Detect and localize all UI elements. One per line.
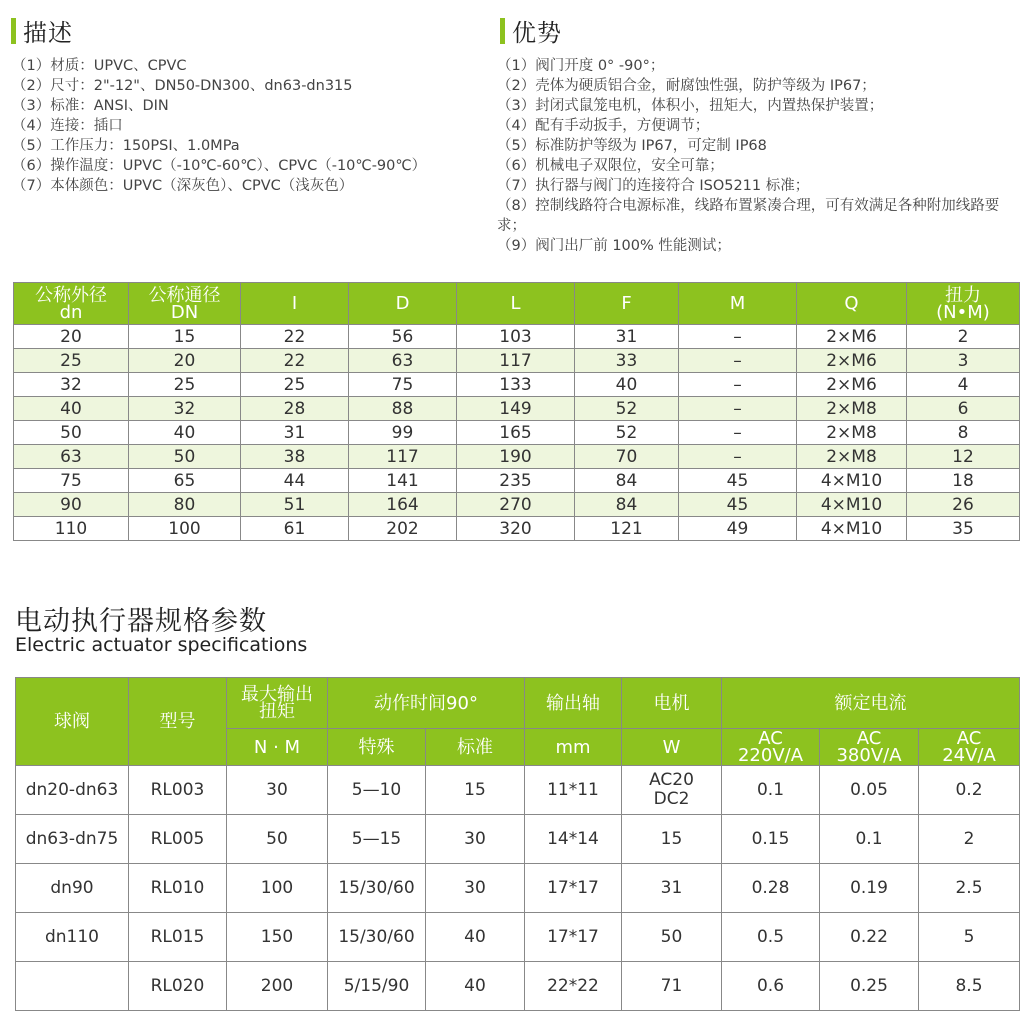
table-cell: –	[679, 373, 797, 397]
table-cell: 164	[349, 493, 457, 517]
table-row	[16, 815, 1020, 864]
table-cell-torque: 150	[227, 913, 328, 962]
table-cell: 80	[129, 493, 241, 517]
table-row	[16, 913, 1020, 962]
table-cell-ac380: 0.19	[820, 864, 919, 913]
table-cell: 99	[349, 421, 457, 445]
table-cell: 117	[349, 445, 457, 469]
description-item: （6）操作温度：UPVC（-10℃-60℃）、CPVC（-10℃-90℃）	[12, 158, 427, 174]
table-cell-ac24: 5	[919, 913, 1020, 962]
table-row	[16, 962, 1020, 1011]
col-motor: 电机	[622, 678, 722, 729]
table-cell: 32	[129, 397, 241, 421]
table-cell: 84	[575, 493, 679, 517]
table-row	[14, 397, 1020, 421]
table-cell: 117	[457, 349, 575, 373]
table-cell: 90	[14, 493, 129, 517]
table-row	[16, 766, 1020, 815]
table-cell-ac220: 0.6	[722, 962, 820, 1011]
table-cell: 63	[14, 445, 129, 469]
advantage-item: （1）阀门开度 0° -90°；	[497, 58, 665, 74]
table-cell: –	[679, 349, 797, 373]
description-item: （4）连接：插口	[12, 118, 123, 134]
table-cell: 35	[907, 517, 1020, 541]
table-cell: 25	[129, 373, 241, 397]
table-cell: –	[679, 397, 797, 421]
table-cell-ac380: 0.25	[820, 962, 919, 1011]
table-cell-special: 5/15/90	[328, 962, 426, 1011]
table-cell-special: 5—15	[328, 815, 426, 864]
table-row	[14, 493, 1020, 517]
table-row	[14, 517, 1020, 541]
description-item: （5）工作压力：150PSI、1.0MPa	[12, 138, 240, 154]
table-cell: 4×M10	[797, 517, 907, 541]
table-cell: 8	[907, 421, 1020, 445]
table-cell-valve	[16, 962, 129, 1011]
table-cell: 50	[14, 421, 129, 445]
table-cell-model: RL015	[129, 913, 227, 962]
table-cell-ac24: 8.5	[919, 962, 1020, 1011]
table-cell: 4×M10	[797, 493, 907, 517]
table-row	[14, 445, 1020, 469]
advantages-title: 优势	[512, 19, 562, 47]
table-cell: 121	[575, 517, 679, 541]
table-cell: 33	[575, 349, 679, 373]
table-cell: 45	[679, 493, 797, 517]
table-cell: 15	[129, 325, 241, 349]
table-cell: 20	[14, 325, 129, 349]
table-cell-torque: 200	[227, 962, 328, 1011]
table-cell-shaft: 22*22	[525, 962, 622, 1011]
table-cell-shaft: 14*14	[525, 815, 622, 864]
dimensions-header-cell: 公称通径 DN	[129, 283, 241, 325]
table-cell-valve: dn20-dn63	[16, 766, 129, 815]
table-cell: 20	[129, 349, 241, 373]
table-cell: 12	[907, 445, 1020, 469]
advantage-item: （9）阀门出厂前 100% 性能测试；	[497, 238, 731, 254]
table-cell: 28	[241, 397, 349, 421]
table-cell-ac24: 2.5	[919, 864, 1020, 913]
actuator-header-row	[16, 678, 1020, 729]
table-cell: 32	[14, 373, 129, 397]
advantage-item: （6）机械电子双限位，安全可靠；	[497, 158, 724, 174]
table-cell-standard: 40	[426, 962, 525, 1011]
table-cell: 31	[241, 421, 349, 445]
table-cell-standard: 40	[426, 913, 525, 962]
table-row	[14, 421, 1020, 445]
dimensions-table	[13, 282, 1020, 541]
table-cell: 75	[349, 373, 457, 397]
table-cell-shaft: 17*17	[525, 913, 622, 962]
table-cell-ac220: 0.15	[722, 815, 820, 864]
unit-shaft: mm	[525, 729, 622, 766]
table-cell-motor: 71	[622, 962, 722, 1011]
col-action-time: 动作时间90°	[328, 678, 525, 729]
table-cell: 40	[14, 397, 129, 421]
table-cell-ac220: 0.1	[722, 766, 820, 815]
table-cell: 56	[349, 325, 457, 349]
actuator-title: 电动执行器规格参数	[15, 606, 267, 637]
table-cell: 50	[129, 445, 241, 469]
table-cell-torque: 30	[227, 766, 328, 815]
description-header	[11, 13, 73, 48]
table-cell: 63	[349, 349, 457, 373]
description-item: （2）尺寸：2"-12"、DN50-DN300、dn63-dn315	[12, 78, 353, 94]
table-cell: 26	[907, 493, 1020, 517]
table-cell: 61	[241, 517, 349, 541]
table-cell: 44	[241, 469, 349, 493]
actuator-subtitle: Electric actuator specifications	[15, 634, 308, 656]
table-cell: 22	[241, 325, 349, 349]
table-cell: 270	[457, 493, 575, 517]
table-cell-ac220: 0.5	[722, 913, 820, 962]
table-cell-ac24: 2	[919, 815, 1020, 864]
description-title: 描述	[23, 19, 73, 47]
col-model: 型号	[129, 678, 227, 766]
table-cell: 40	[129, 421, 241, 445]
advantage-item: （4）配有手动扳手，方便调节；	[497, 118, 710, 134]
table-cell: 2	[907, 325, 1020, 349]
col-max-torque: 最大输出 扭矩	[227, 678, 328, 729]
table-cell: 49	[679, 517, 797, 541]
table-cell: 22	[241, 349, 349, 373]
description-list	[12, 56, 492, 196]
table-row	[16, 864, 1020, 913]
dimensions-header-cell: D	[349, 283, 457, 325]
table-cell: 25	[241, 373, 349, 397]
table-cell: 103	[457, 325, 575, 349]
table-cell-motor: 31	[622, 864, 722, 913]
advantage-item: （2）壳体为硬质铝合金，耐腐蚀性强，防护等级为 IP67；	[497, 78, 876, 94]
table-cell-special: 15/30/60	[328, 913, 426, 962]
table-row	[14, 349, 1020, 373]
table-cell-motor: AC20 DC2	[622, 766, 722, 815]
actuator-table	[15, 677, 1020, 1011]
table-cell: 51	[241, 493, 349, 517]
table-cell-ac380: 0.05	[820, 766, 919, 815]
col-standard: 标准	[426, 729, 525, 766]
description-item: （1）材质：UPVC、CPVC	[12, 58, 187, 74]
col-ball-valve: 球阀	[16, 678, 129, 766]
unit-motor: W	[622, 729, 722, 766]
table-cell-ac220: 0.28	[722, 864, 820, 913]
table-cell: 2×M8	[797, 397, 907, 421]
col-special: 特殊	[328, 729, 426, 766]
table-cell: –	[679, 325, 797, 349]
dimensions-header-cell: 公称外径 dn	[14, 283, 129, 325]
col-output-shaft: 输出轴	[525, 678, 622, 729]
table-cell: 6	[907, 397, 1020, 421]
table-cell: 4×M10	[797, 469, 907, 493]
table-cell: 75	[14, 469, 129, 493]
table-cell: 149	[457, 397, 575, 421]
table-cell: 2×M6	[797, 325, 907, 349]
table-cell-ac24: 0.2	[919, 766, 1020, 815]
table-cell-special: 5—10	[328, 766, 426, 815]
table-row	[14, 325, 1020, 349]
dimensions-header-cell: M	[679, 283, 797, 325]
table-cell: 52	[575, 397, 679, 421]
table-cell: 320	[457, 517, 575, 541]
table-cell-shaft: 17*17	[525, 864, 622, 913]
col-rated-current: 额定电流	[722, 678, 1020, 729]
dimensions-header-cell: Q	[797, 283, 907, 325]
dimensions-header-cell: F	[575, 283, 679, 325]
table-cell: 70	[575, 445, 679, 469]
table-cell: 141	[349, 469, 457, 493]
table-cell: –	[679, 445, 797, 469]
table-cell: 38	[241, 445, 349, 469]
advantage-item: （8）控制线路符合电源标准，线路布置紧凑合理，可有效满足各种附加线路要求；	[497, 198, 1000, 234]
table-cell: 2×M8	[797, 421, 907, 445]
table-cell: 165	[457, 421, 575, 445]
table-cell-valve: dn90	[16, 864, 129, 913]
advantage-item: （5）标准防护等级为 IP67，可定制 IP68	[497, 138, 767, 154]
table-cell: 45	[679, 469, 797, 493]
table-cell-shaft: 11*11	[525, 766, 622, 815]
table-cell: 110	[14, 517, 129, 541]
table-cell-standard: 15	[426, 766, 525, 815]
table-cell-torque: 100	[227, 864, 328, 913]
dimensions-header-row	[14, 283, 1020, 325]
table-cell-valve: dn110	[16, 913, 129, 962]
description-item: （7）本体颜色：UPVC（深灰色）、CPVC（浅灰色）	[12, 178, 354, 194]
col-ac24: AC 24V/A	[919, 729, 1020, 766]
table-cell-torque: 50	[227, 815, 328, 864]
table-cell: 100	[129, 517, 241, 541]
table-cell: 133	[457, 373, 575, 397]
table-cell: 65	[129, 469, 241, 493]
table-cell-motor: 15	[622, 815, 722, 864]
table-cell: 31	[575, 325, 679, 349]
table-cell: 202	[349, 517, 457, 541]
dimensions-header-cell: 扭力 (N•M)	[907, 283, 1020, 325]
table-cell: 18	[907, 469, 1020, 493]
table-cell: 4	[907, 373, 1020, 397]
table-cell: 2×M6	[797, 349, 907, 373]
dimensions-header-cell: I	[241, 283, 349, 325]
table-cell-standard: 30	[426, 864, 525, 913]
table-cell: 88	[349, 397, 457, 421]
description-item: （3）标准：ANSI、DIN	[12, 98, 169, 114]
table-cell-motor: 50	[622, 913, 722, 962]
table-cell: 2×M8	[797, 445, 907, 469]
advantage-item: （3）封闭式鼠笼电机，体积小，扭矩大，内置热保护装置；	[497, 98, 884, 114]
table-cell: 40	[575, 373, 679, 397]
table-cell: 3	[907, 349, 1020, 373]
table-cell: 25	[14, 349, 129, 373]
table-cell-model: RL010	[129, 864, 227, 913]
accent-bar	[11, 18, 16, 44]
table-cell-model: RL003	[129, 766, 227, 815]
table-row	[14, 373, 1020, 397]
table-cell: 2×M6	[797, 373, 907, 397]
accent-bar	[500, 18, 505, 44]
table-cell: 84	[575, 469, 679, 493]
table-cell-model: RL005	[129, 815, 227, 864]
advantage-item: （7）执行器与阀门的连接符合 ISO5211 标准；	[497, 178, 810, 194]
advantages-header	[500, 13, 562, 48]
table-cell-special: 15/30/60	[328, 864, 426, 913]
table-cell-valve: dn63-dn75	[16, 815, 129, 864]
table-cell: –	[679, 421, 797, 445]
col-ac380: AC 380V/A	[820, 729, 919, 766]
table-cell: 190	[457, 445, 575, 469]
table-cell-ac380: 0.1	[820, 815, 919, 864]
table-cell-model: RL020	[129, 962, 227, 1011]
advantages-list	[497, 56, 1022, 256]
table-row	[14, 469, 1020, 493]
table-cell-ac380: 0.22	[820, 913, 919, 962]
col-ac220: AC 220V/A	[722, 729, 820, 766]
dimensions-header-cell: L	[457, 283, 575, 325]
table-cell: 235	[457, 469, 575, 493]
table-cell-standard: 30	[426, 815, 525, 864]
table-cell: 52	[575, 421, 679, 445]
unit-torque: N · M	[227, 729, 328, 766]
